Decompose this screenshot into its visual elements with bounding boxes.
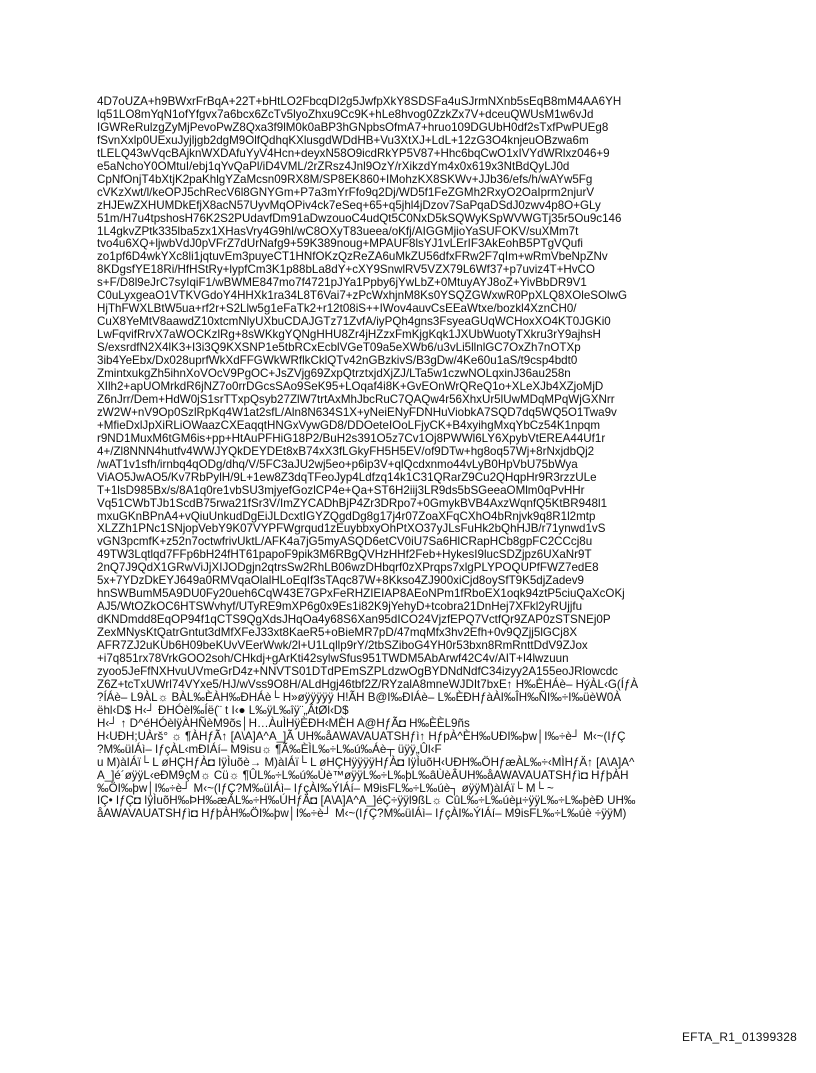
- text-line: T+1lsD985Bx/s/8A1q0re1vbSU3mjyefGozlCP4e+Qa+ST6H2iij3LR9ds5bSGeeaOMlm0qPvHHr: [97, 483, 585, 497]
- text-line: H‹UÐH;UÀrš° ☼ ¶ÀHƒÃ↑ [A\A]A^A_]Ã UH‰åAWAVAUATSHƒì↑ HƒpÀ^ÈH‰UÐI‰þw│I‰÷è┘ M‹~(IƒÇ: [97, 729, 626, 743]
- text-line: zo1pf6D4wkYXc8li1jqtuvEm3puyeCT1HNfOKzQzReZA6uMkZU56dfxFRw2F7qIm+wRmVbeNpZNv: [97, 250, 608, 264]
- text-line: zHJEwZXHUMDkEfjX8acN57UyvMqOPiv4ck7eSeq+65+q5jhl4jDzov7SaPqaDSdJ0zwv4p8O+GLy: [97, 198, 601, 212]
- text-line: 4D7oUZA+h9BWxrFrBqA+22T+bHtLO2FbcqDI2g5JwfpXkY8SDSFa4uSJrmNXnb5sEqB8mM4AA6YH: [97, 95, 622, 108]
- text-line: 4+/Zl8NNN4hutfv4WWJYQkDEYDEt8xB74xX3fLGkyFH5H5EV/of9DTw+hg8oq57Wj+8rNxjdbQj2: [97, 444, 595, 458]
- text-line: Vq51CWbTJb1ScdB75rwa21fSr3V/ImZYCADhBjP4Zr3DRpo7+0GmykBVB4AxzWqnfQ5KtBR948l1: [97, 496, 608, 510]
- text-line: IGWReRulzgZyMjPevoPwZ8Qxa3f9lM0k0aBP3hGNpbsOfmA7+hruo109DGUbH0df2sTxfPwPUEg8: [97, 120, 609, 134]
- text-line: e5aNchoY0OMtuI/ebj1qYvQaPl/iD4VML/2rZRsz4Jnl9OzY/rXikzdYm4x0x619x3NtBdQyLJ0d: [97, 159, 570, 173]
- text-line: ViAO5JwAO5/Kv7RbPylH/9L+1ew8Z3dqTFeoJyp4Ldfzq14k1C31QRarZ9Cu2QHqpHr9R3rzzULe: [97, 470, 597, 484]
- text-line: vGN3pcmfK+z52n7octwfrivUktL/AFK4a7jG5myASQD6etCV0iU7Sa6HlCRapHCb8gpFC2CCcj8u: [97, 535, 593, 549]
- text-line: zW2W+nV9Op0SzlRpKq4W1at2sfL/Aln8N634S1X+yNeiENyFDNHuViobkA7SQD7dq5WQ5O1Twa9v: [97, 405, 617, 419]
- text-line: S/exsrdfN2X4lK3+I3i3Q9KXSNP1e5tbRCxEcblVGeT09a5eXWb6/u3vLi5llnlGC7OxZh7nOTXp: [97, 341, 581, 355]
- text-line: +MfieDxlJpXiRLiOWaazCXEaqqtHNGxVywGD8/DDOeteIOoLFjyCK+B4xyihgMxqYbCz54K1npqm: [97, 418, 601, 432]
- text-line: lq51LO8mYqN1ofYfgvx7a6bcx6ZcTv5lyoZhxu9Cc9K+hLe8hvog0ZzkZx7V+dceuQWUsM1w6vJd: [97, 107, 594, 121]
- text-line: 51m/H7u4tpshosH76K2S2PUdavfDm91aDwzouoC4udQt5C0NxD5kSQWyKSpWVWGTj35r5Ou9c146: [97, 211, 622, 225]
- text-line: ?M‰üIÁì– IƒçÀL‹mÐIÁí– M9isu☼ ¶Ã‰ÈÌL‰÷L‰ú‰Áè┬ üÿÿ„Ûl‹F: [97, 742, 442, 756]
- text-line: 5x+7YDzDkEYJ649a0RMVqaOlalHLoEqIf3sTAqc87W+8Kkso4ZJ900xiCjd8oySfT9K5djZadev9: [97, 574, 584, 588]
- text-line: Z6nJrr/Dem+HdW0jS1srTTxpQsyb27ZlW7trtAxMhJbcRuC7QAQw4r56XhxUr5lUwMDqMPqWjGXNrr: [97, 392, 615, 406]
- text-line: CuX8YeMtV8aawdZ10xtcmNlyUXbuCDAJGTz71ZvfA/iyPQh4gns3FsyeaGUqWCHoxXO4KT0JGKi0: [97, 315, 611, 329]
- text-line: H‹┘ ↑ D^éHÓèlÿÀHÑèM9õs│H…ÀuÌHÿÈÐH‹MÈH A@HƒÃ◘ H‰ÈÈL9ñs: [97, 716, 470, 730]
- text-line: dKNDmdd8EqOP94f1qCTS9QgXdsJHqOa4y68S6Xan95dICO24VjzfEPQ7VctfQr9ZAP0zSTSNEj0P: [97, 613, 611, 627]
- text-line: IÇ• IƒÇ◘ IÿÌuõH‰ÞH‰æÀL‰÷H‰ÚHƒÄ◘ [A\A]A^A_]éÇ÷ÿÿl9ßL☼ CûL‰÷L‰úèµ÷ÿÿL‰÷L‰þèÐ UH‰: [97, 794, 636, 808]
- text-line: XIlh2+apUOMrkdR6jNZ7o0rrDGcsSAo9SeK95+LOqaf4i8K+GvEOnWrQReQ1o+XLeXJb4XZjoMjD: [97, 379, 604, 393]
- document-id-footer: EFTA_R1_01399328: [681, 1030, 797, 1044]
- text-line: /wAT1v1sfh/irnbq4qODg/dhq/V/5FC3aJU2wj5eo+p6ip3V+qlQcdxnmo44vLyB0HpVbU75bWya: [97, 457, 578, 471]
- text-line: 49TW3Lqtlqd7FFp6bH24fHT61papoF9pik3M6RBgQVHzHHf2Feb+HykesI9lucSDZjpz6UXaNr9T: [97, 548, 592, 562]
- text-line: 2nQ7J9QdX1GRwViJjXIJODgjn2qtrsSw2RhLB06wzDHbqrf0zXPrqps7xlgPLYPOQUPfFWZ7edE8: [97, 561, 599, 575]
- text-line: ZexMNysKtQatrGntut3dMfXFeJ33xt8KaeR5+oBieMR7pD/47mqMfx3hv2Efh+0v9QZjj5lGCj8X: [97, 626, 578, 640]
- text-line: åAWAVAUATSHƒì◘ HƒþÀH‰ÖI‰þw│I‰÷è┘ M‹~(IƒÇ?M‰üIÁì– IƒçÀI‰ÝIÁí– M9isFL‰÷L‰úè ÷ÿÿM): [97, 807, 627, 821]
- encoded-text-block: [97, 96, 787, 821]
- text-line: tLELQ43wVqcBAjknWXDAfuYyV4Hcn+deyxN58O9icdRkYP5V87+Hhc6bqCwO1xIVYdWRlxz046+9: [97, 146, 610, 160]
- text-line: C0uLyxgeaO1VTKVGdoY4HHXk1ra34L8T6Vai7+zPcWxhjnM8Ks0YSQZGWxwR0PpXLQ8XOleSOlwG: [97, 289, 627, 303]
- text-line: cVKzXwt/l/keOPJ5chRecV6l8GNYGm+P7a3mYrFfo9q2Dj/WD5f1FeZGMh2RxyO2OaIprm2njurV: [97, 185, 595, 199]
- text-line: AJ5/WtOZkOC6HTSWvhyf/UTyRE9mXP6g0x9Es1i82K9jYehyD+tcobra21DnHej7XFkl2yRUjjfu: [97, 600, 583, 614]
- text-line: hnSWBumM5A9DU0Fy20ueh6CqW43E7GPxFeRHZIEIAP8AEoNPm1fRboEX1oqk94ztP5ciuQaXcOKj: [97, 587, 625, 601]
- text-line: fSvnXxlp0UExuJyjljgb2dgM9OlfQdhqKXlusgdWDdHB+Vu3XtXJ+LdL+12zG3O4knjeuOBzwa6m: [97, 133, 589, 147]
- text-line: ?ÍÁè– L9ÀL☼ BÀL‰ÈÀH‰ÐHÁè└ H»øÿÿÿÿÿ H!ÃH B@I‰ÐIÁè– L‰ÈÐHƒàÀI‰ÎH‰ÑI‰÷I‰üèW0À: [97, 690, 622, 704]
- text-line: Z6Z+tcTxUWrl74VYxe5/HJ/wVss9O8H/ALdHgj46tbf2Z/RYzalA8mneWJDIt7bxE↑ H‰ÈHÁè– HýÀL‹G(ÍƒÀ: [97, 677, 639, 691]
- text-line: 8KDgsfYE18Ri/HfHStRy+lypfCm3K1p88bLa8dY+cXY9SnwlRV5VZX79L6Wf37+p7uviz4T+HvCO: [97, 263, 595, 277]
- text-line: AFR7ZJ2uKUb6H09beKUvVEerWwk/2l+U1Lqllp9rY/2tbSZiboG4YH0r53bxn8RmRnttDdV9ZJox: [97, 639, 588, 653]
- text-line: ‰ÖI‰þw│I‰÷è┘ M‹~(IƒÇ?M‰üIÁì– IƒçÀI‰ÝIÁí– M9isFL‰÷L‰úè┐ øÿÿM)àIÁï└ M└ ~: [97, 781, 554, 795]
- text-line: HjThFWXLBtW5ua+rf2r+S2Llw5g1eFaTk2+r12t08iS++IWov4auvCsEEaWtxe/bozkl4XznCH0/: [97, 302, 577, 316]
- text-line: u M)àIÁï└ L øHÇHƒÀ◘ IÿÌuõè→ M)àIÁï└ L øHÇHÿÿÿÿHƒÀ◘ IÿÌuõH‹UÐH‰ÖHƒæÀL‰÷‹MÌHƒÄ↑ [A\A]A^: [97, 755, 635, 769]
- text-line: ëhl‹D$ H‹┘ ÐHÓèl‰Íë(¨ t I‹● L‰ÿL‰îÿ¨„ÂtØl‹D$: [97, 703, 349, 717]
- text-line: s+F/D8l9eJrC7syIqiF1/wBWME847mo7f4721pJYa1Ppby6jYwLbZ+0MtuyAYJ8oZ+YivBbDR9V1: [97, 276, 587, 290]
- text-line: ZmintxukgZh5ihnXoVOcV9PgOC+JsZVjg69ZxpQtrztxjdXjZJ/LTa5w1czwNOLqxinJ36au258n: [97, 367, 571, 381]
- text-line: A_]é´øÿÿL‹eÐM9çM☼ Cü☼ ¶ÛL‰÷L‰ú‰Ùè™øÿÿL‰÷L‰þL‰âÙèÂUH‰åAWAVAUATSHƒì◘ HƒþÀH: [97, 768, 629, 782]
- text-line: tvo4u6XQ+ljwbVdJ0pVFrZ7dUrNafg9+59K389noug+MPAUF8lsYJ1vLErIF3AkEohB5PTgVQufi: [97, 237, 584, 251]
- text-line: r9ND1MuxM6tGM6is+pp+HtAuPFHiG18P2/BuH2s391O5z7Cv1Oj8PWWl6LY6XpybVtEREA44Uf1r: [97, 431, 606, 445]
- text-line: +i7q851rx78VrkGOO2soh/CHkdj+gArKti42sylwSfus951TWDM5AbArwf42C4v/AIT+I4lwzuun: [97, 651, 569, 665]
- text-line: LwFqvifRrvX7aWOCKzlRg+8sWKkgYQNgHHU8Zr4jHZzxFmKjgKqk1JXUbWuotyTXkru3rY9ajhsH: [97, 328, 601, 342]
- text-line: 3ib4YeEbx/Dx028uprfWkXdFFGWkWRflkCklQTv42nGBzkivS/B3gDw/4Ke60u1aS/t9csp4bdt0: [97, 354, 578, 368]
- text-line: mxuGKnBPnA4+vQiuUnkudDgEiJLDcxtIGYZQgdDg8g17j4r07ZoaXFqCXhO4bRnjvk9q8R1l2mtp: [97, 509, 596, 523]
- text-line: zyoo5JeFfNXHvuUVmeGrD4z+NNVTS01DTdPEmSZPLdzwOgBYDNdNdfC34izyy2A155eoJRlowcdc: [97, 664, 618, 678]
- text-line: CpNfOnjT4bXtjK2paKhlgYZaMcsn09RX8M/SP8EK860+IMohzKX8SKWv+JJb36/efs/h/wAYw5Fg: [97, 172, 593, 186]
- text-line: 1L4gkvZPtk335lba5zx1XHasVry4G9hl/wC8OXyT83ueea/oKfj/AIGGMjioYaSUFOKV/suXMm7t: [97, 224, 579, 238]
- text-line: XLZZh1PNc1SNjopVebY9K07VYPFWgrqud1zEuybbxyOhPtXO37yJLsFuHk2bQhHJB/r71ynwd1vS: [97, 522, 606, 536]
